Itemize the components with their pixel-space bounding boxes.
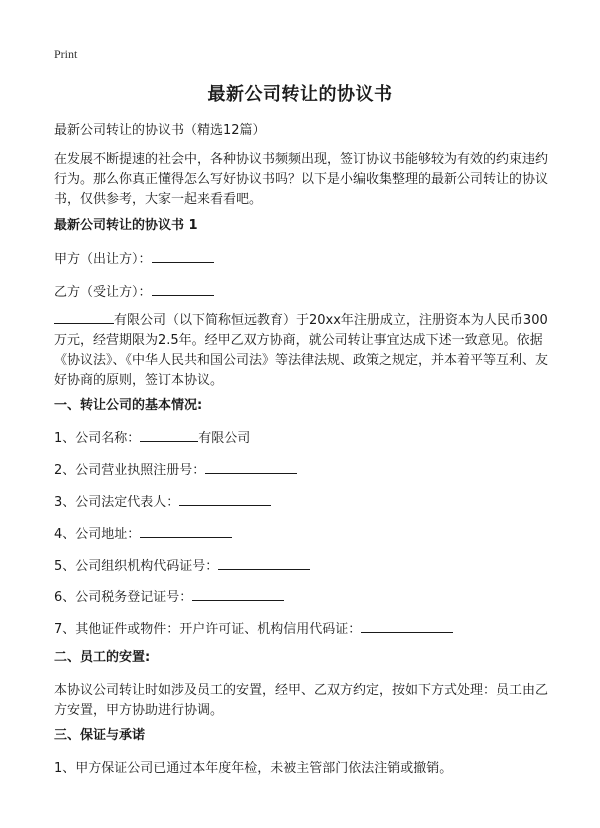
party-b-blank[interactable] — [152, 281, 214, 296]
item-7-label: 7、其他证件或物件：开户许可证、机构信用代码证： — [54, 622, 362, 637]
item-4-blank[interactable] — [140, 523, 232, 538]
agreement-text: 有限公司（以下简称恒远教育）于20xx年注册成立，注册资本为人民币300万元，经营期限为2.5年。经甲乙双方协商，就公司转让事宜达成下述一致意见。依据《协议法》、《中华人民共和国公司法》等法律法规、政策之规定，并本着平等互利、友好协商的原则，签订本协议。 — [54, 313, 549, 388]
company-name-blank[interactable] — [54, 309, 114, 324]
document-title: 最新公司转让的协议书 — [207, 84, 393, 105]
item-2 — [54, 459, 554, 481]
item-7-blank[interactable] — [361, 618, 453, 633]
item-5 — [54, 555, 554, 577]
item-1-suffix: 有限公司 — [198, 431, 251, 446]
item-1-label: 1、公司名称： — [54, 431, 141, 446]
item-1 — [54, 427, 554, 449]
item-6-blank[interactable] — [192, 586, 284, 601]
item-4 — [54, 523, 554, 545]
item-2-blank[interactable] — [205, 459, 297, 474]
section-heading-1: 最新公司转让的协议书 1 — [54, 218, 198, 233]
item-3-blank[interactable] — [179, 491, 271, 506]
item-6-label: 6、公司税务登记证号： — [54, 590, 193, 605]
party-b-label: 乙方（受让方）： — [54, 285, 152, 300]
item-7 — [54, 618, 554, 640]
party-a-label: 甲方（出让方）： — [54, 252, 152, 267]
item-2-label: 2、公司营业执照注册号： — [54, 463, 206, 478]
agreement-paragraph — [54, 309, 554, 391]
staff-paragraph: 本协议公司转让时如涉及员工的安置，经甲、乙双方约定，按如下方式处理：员工由乙方安置，甲方协助进行协调。 — [54, 683, 549, 718]
heading-guarantee: 三、保证与承诺 — [54, 728, 146, 743]
guarantee-item-1: 1、甲方保证公司已通过本年度年检，未被主管部门依法注销或撤销。 — [54, 761, 453, 776]
party-a-line — [54, 248, 554, 270]
item-4-label: 4、公司地址： — [54, 527, 141, 542]
item-5-label: 5、公司组织机构代码证号： — [54, 559, 219, 574]
party-b-line — [54, 281, 554, 303]
print-link[interactable]: Print — [54, 47, 78, 61]
item-5-blank[interactable] — [218, 555, 310, 570]
item-3-label: 3、公司法定代表人： — [54, 495, 180, 510]
intro-paragraph: 在发展不断提速的社会中，各种协议书频频出现，签订协议书能够较为有效的约束违约行为。那么你真正懂得怎么写好协议书吗？以下是小编收集整理的最新公司转让的协议书，仅供参考，大家一起来看看吧。 — [54, 152, 549, 207]
item-1-blank[interactable] — [140, 427, 198, 442]
item-3 — [54, 491, 554, 513]
heading-basic-info: 一、转让公司的基本情况: — [54, 398, 203, 413]
party-a-blank[interactable] — [152, 248, 214, 263]
item-6 — [54, 586, 554, 608]
subtitle: 最新公司转让的协议书（精选12篇） — [54, 123, 266, 138]
heading-staff: 二、员工的安置: — [54, 650, 151, 665]
